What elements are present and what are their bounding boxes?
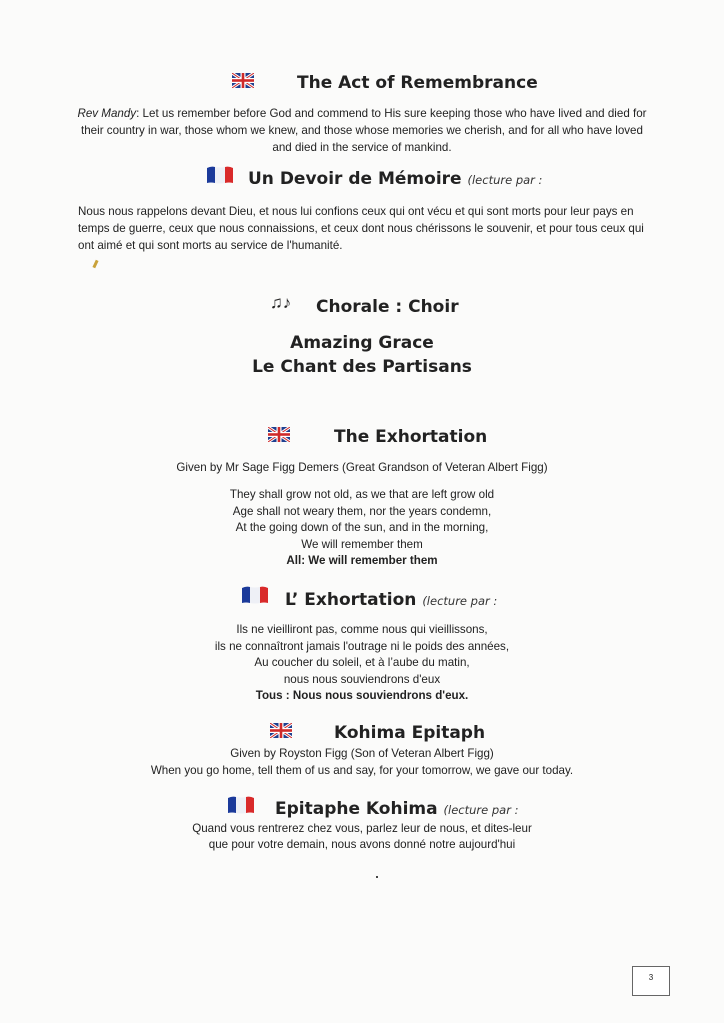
uk-flag-icon: [268, 427, 290, 442]
devoir-note: (lecture par :: [467, 173, 543, 187]
exhortation-line-2: Age shall not weary them, nor the years condemn,: [232, 505, 492, 518]
kohima-given-by: Given by Royston Figg (Son of Veteran Albert Figg): [230, 747, 494, 760]
music-notes-icon: ♫♪: [270, 293, 292, 312]
kohima-fr-line-2: que pour votre demain, nous avons donné notre aujourd'hui: [208, 838, 516, 851]
exhortation-fr-line-3: Au coucher du soleil, et à l’aube du matin,: [254, 656, 470, 669]
france-flag-icon: [227, 796, 255, 814]
kohima-fr-title-text: Epitaphe Kohima: [275, 799, 438, 819]
exhortation-fr-line-4: nous nous souviendrons d'eux: [283, 673, 441, 686]
france-flag-icon: [206, 166, 234, 184]
exhortation-line-3: At the going down of the sun, and in the morning,: [235, 521, 489, 534]
exhortation-fr-response: Tous : Nous nous souviendrons d'eux.: [255, 689, 469, 702]
france-flag-icon: [241, 586, 269, 604]
exhortation-line-1: They shall grow not old, as we that are left grow old: [229, 488, 495, 501]
exhortation-fr-title: [285, 590, 497, 610]
exhortation-given-by: Given by Mr Sage Figg Demers (Great Grandson of Veteran Albert Figg): [176, 461, 548, 474]
kohima-text: When you go home, tell them of us and say, for your tomorrow, we gave our today.: [150, 764, 574, 777]
remembrance-body: : Let us remember before God and commend to His sure keeping those who have lived and died for their country in war, those whom we knew, and those whose memories we cherish, and for all who have loved and died in the service of mankind.: [81, 107, 647, 154]
remembrance-text: [70, 105, 654, 156]
song-1: Amazing Grace: [290, 333, 434, 353]
kohima-fr-line-1: Quand vous rentrerez chez vous, parlez leur de nous, et dites-leur: [192, 822, 532, 835]
exhortation-response: All: We will remember them: [286, 554, 438, 567]
chorale-title: Chorale : Choir: [316, 297, 459, 317]
exhortation-line-4: We will remember them: [301, 538, 423, 551]
dust-mark: [376, 876, 378, 878]
remembrance-title: The Act of Remembrance: [297, 73, 538, 93]
uk-flag-icon: [232, 73, 254, 88]
exhortation-fr-line-1: Ils ne vieilliront pas, comme nous qui vieillissons,: [236, 623, 488, 636]
devoir-text: Nous nous rappelons devant Dieu, et nous lui confions ceux qui ont vécu et qui sont morts pour leur pays en temps de guerre, ceux que nous connaissions, et ceux dont nous chérissons le souvenir, et pour tous ceux qui ont aimé et qui sont morts au service de l'humanité.: [78, 205, 644, 252]
kohima-fr-title: [275, 799, 518, 819]
devoir-title-text: Un Devoir de Mémoire: [248, 169, 462, 189]
exhortation-fr-note: (lecture par :: [422, 594, 498, 608]
uk-flag-icon: [270, 723, 292, 738]
kohima-fr-note: (lecture par :: [443, 803, 519, 817]
exhortation-fr-line-2: ils ne connaîtront jamais l'outrage ni le poids des années,: [214, 640, 510, 653]
pen-mark: [92, 260, 98, 269]
kohima-title: Kohima Epitaph: [334, 723, 486, 743]
exhortation-fr-title-text: L’ Exhortation: [285, 590, 417, 610]
song-2: Le Chant des Partisans: [252, 357, 472, 377]
page-number: 3: [632, 966, 670, 996]
speaker-name: Rev Mandy: [77, 107, 137, 120]
devoir-title: [248, 169, 542, 189]
exhortation-title: The Exhortation: [334, 427, 488, 447]
